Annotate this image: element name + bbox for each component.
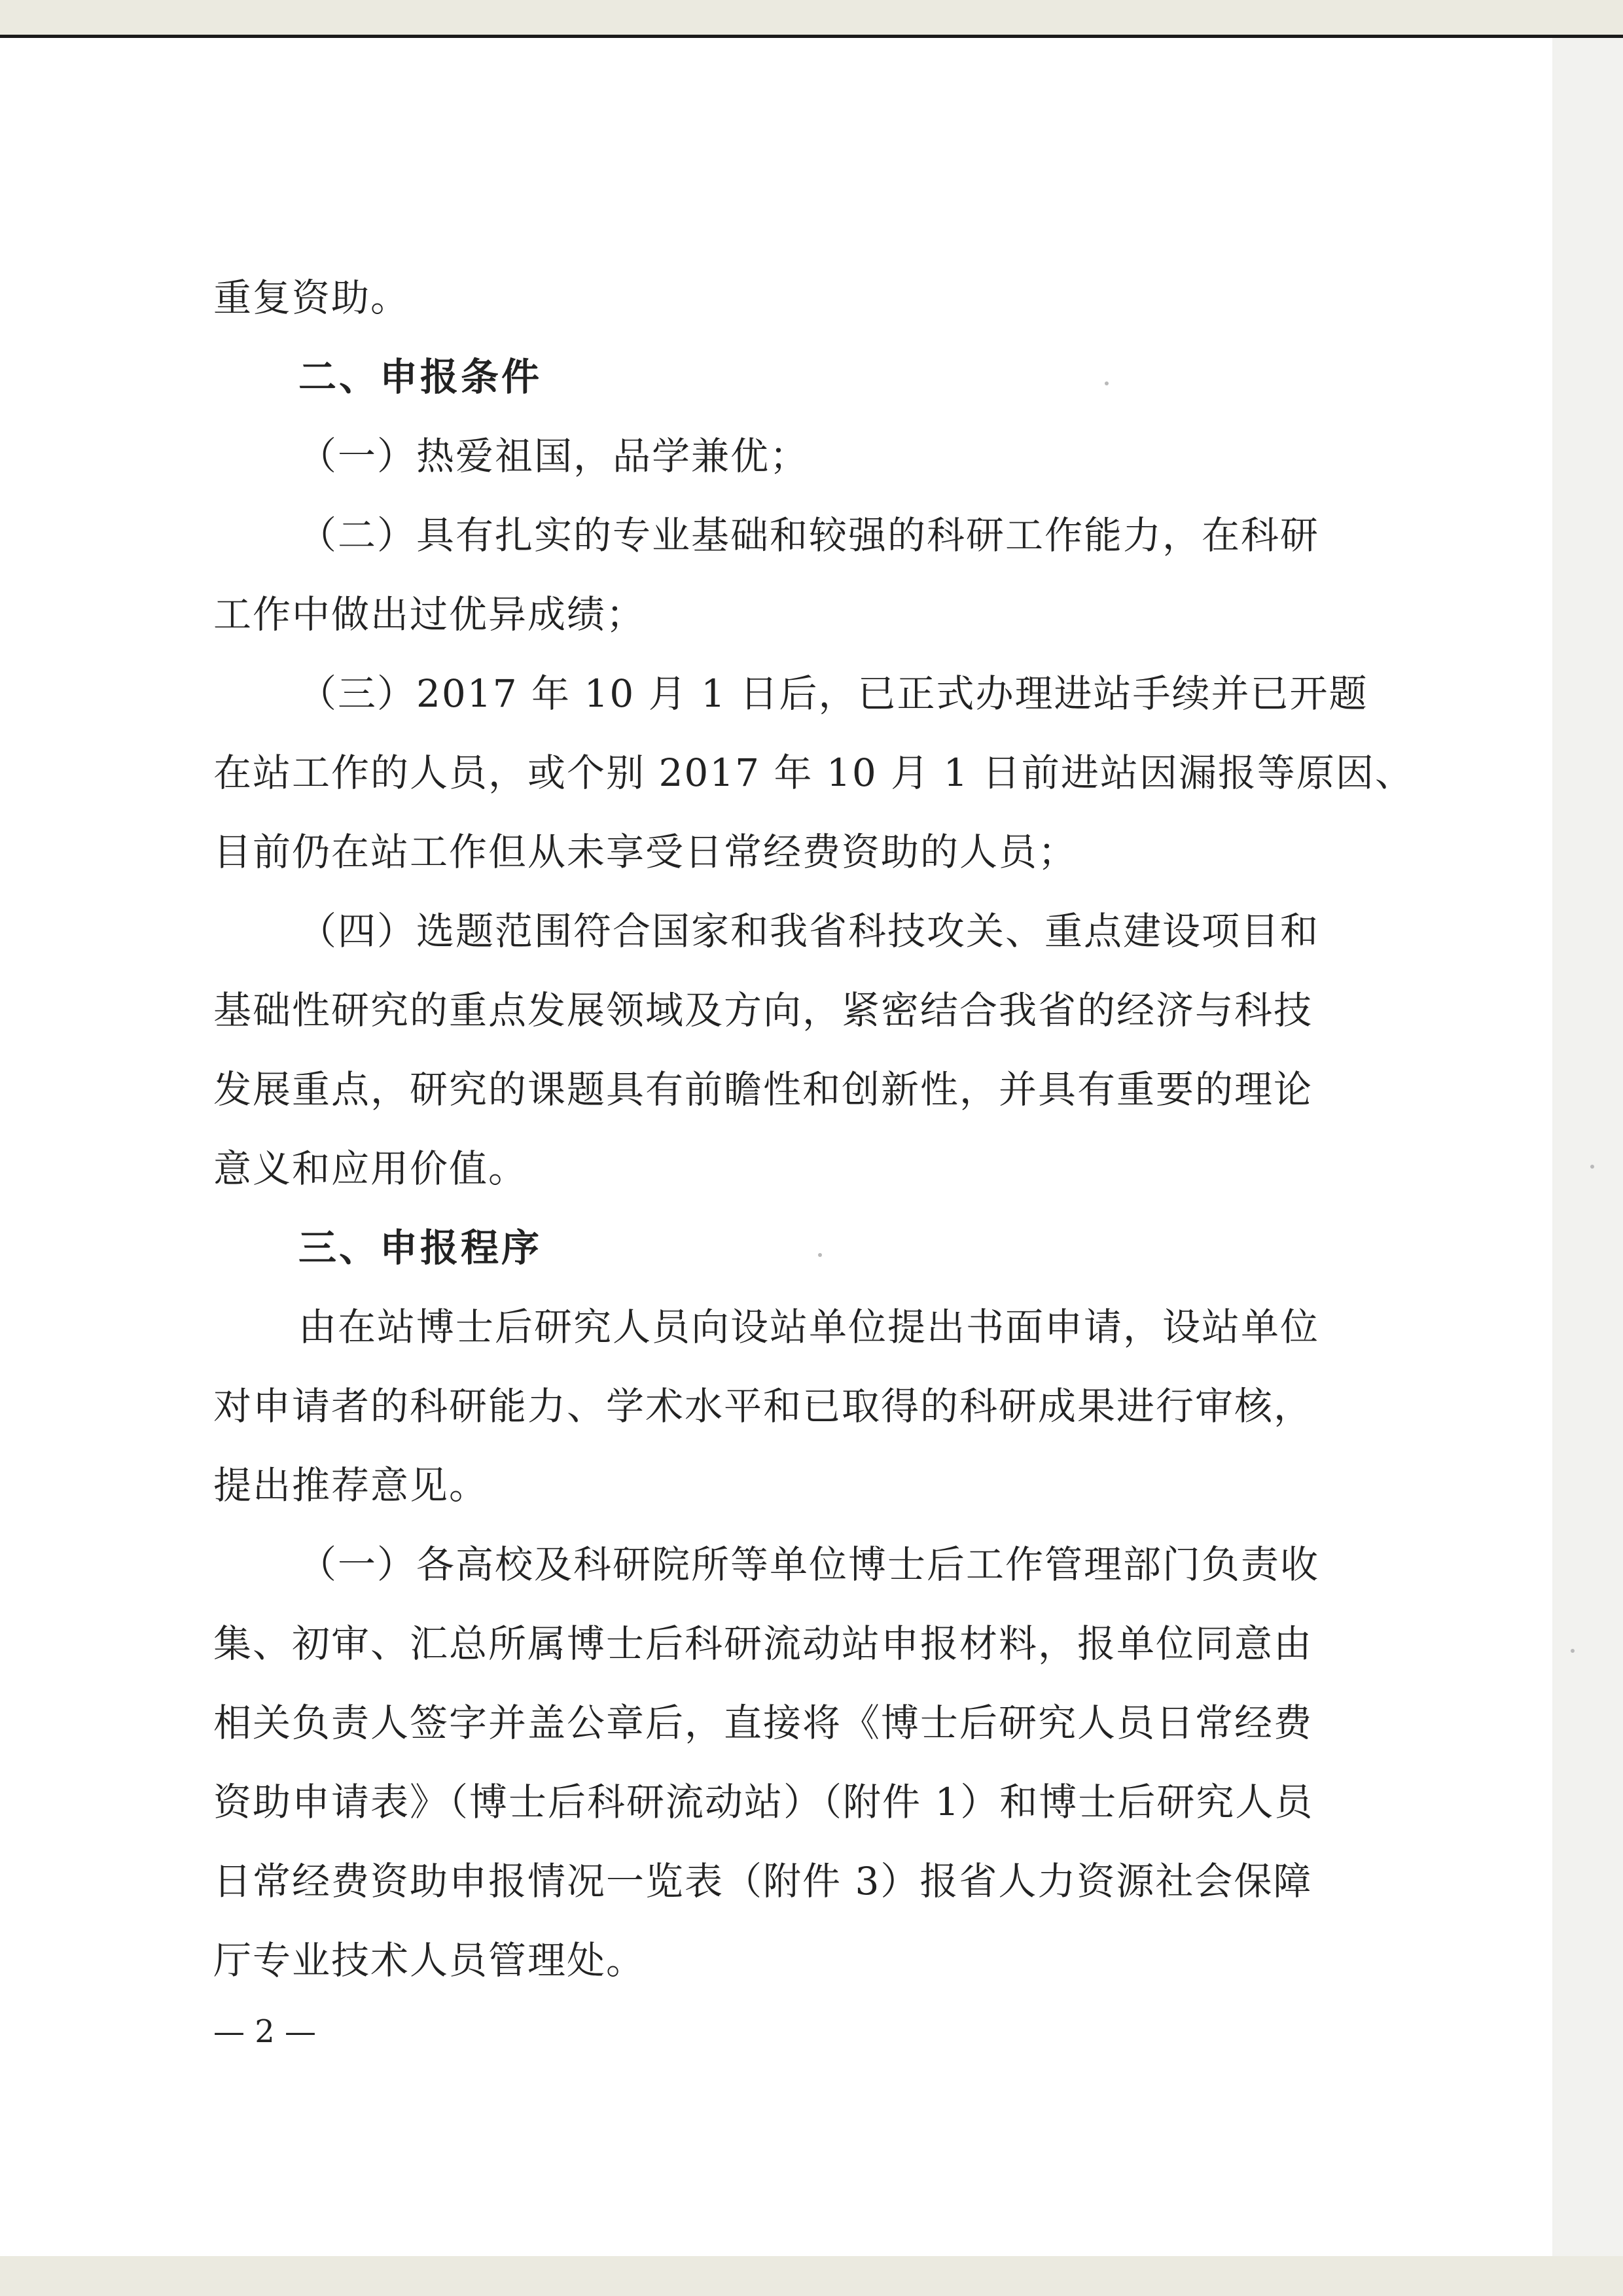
body-line: 意义和应用价值。	[213, 1146, 528, 1191]
document-body	[213, 258, 1414, 2000]
body-line: 日常经费资助申报情况一览表（附件 3）报省人力资源社会保障	[213, 1859, 1313, 1903]
body-line: （三）2017 年 10 月 1 日后，已正式办理进站手续并已开题	[298, 671, 1368, 716]
body-line: （二）具有扎实的专业基础和较强的科研工作能力，在科研	[298, 513, 1320, 557]
body-line: 发展重点，研究的课题具有前瞻性和创新性，并具有重要的理论	[213, 1067, 1313, 1112]
scan-top-border	[0, 0, 1623, 38]
body-line: 相关负责人签字并盖公章后，直接将《博士后研究人员日常经费	[213, 1701, 1313, 1745]
scan-speck	[1590, 1165, 1594, 1169]
body-line: 目前仍在站工作但从未享受日常经费资助的人员；	[213, 830, 1078, 874]
body-line: 在站工作的人员，或个别 2017 年 10 月 1 日前进站因漏报等原因、	[213, 751, 1414, 795]
scan-speck	[1571, 1649, 1575, 1653]
body-line: 厅专业技术人员管理处。	[213, 1938, 646, 1983]
body-line: 资助申请表》（博士后科研流动站）（附件 1）和博士后研究人员	[213, 1780, 1314, 1824]
body-line: 重复资助。	[213, 275, 410, 320]
body-line: 工作中做出过优异成绩；	[213, 592, 646, 637]
body-line: （一）热爱祖国，品学兼优；	[298, 434, 810, 478]
body-line: 提出推荐意见。	[213, 1463, 489, 1508]
body-line: （一）各高校及科研院所等单位博士后工作管理部门负责收	[298, 1542, 1320, 1587]
section-heading: 三、申报程序	[298, 1226, 543, 1270]
body-line: 基础性研究的重点发展领域及方向，紧密结合我省的经济与科技	[213, 988, 1313, 1033]
body-line: 由在站博士后研究人员向设站单位提出书面申请，设站单位	[298, 1305, 1320, 1349]
scan-right-edge	[1552, 38, 1623, 2256]
body-line: （四）选题范围符合国家和我省科技攻关、重点建设项目和	[298, 909, 1320, 953]
body-line: 集、初审、汇总所属博士后科研流动站申报材料，报单位同意由	[213, 1621, 1313, 1666]
body-line: 对申请者的科研能力、学术水平和已取得的科研成果进行审核，	[213, 1384, 1313, 1428]
page-number: — 2 —	[213, 2013, 317, 2050]
section-heading: 二、申报条件	[298, 355, 543, 399]
scan-bottom-border	[0, 2256, 1623, 2296]
